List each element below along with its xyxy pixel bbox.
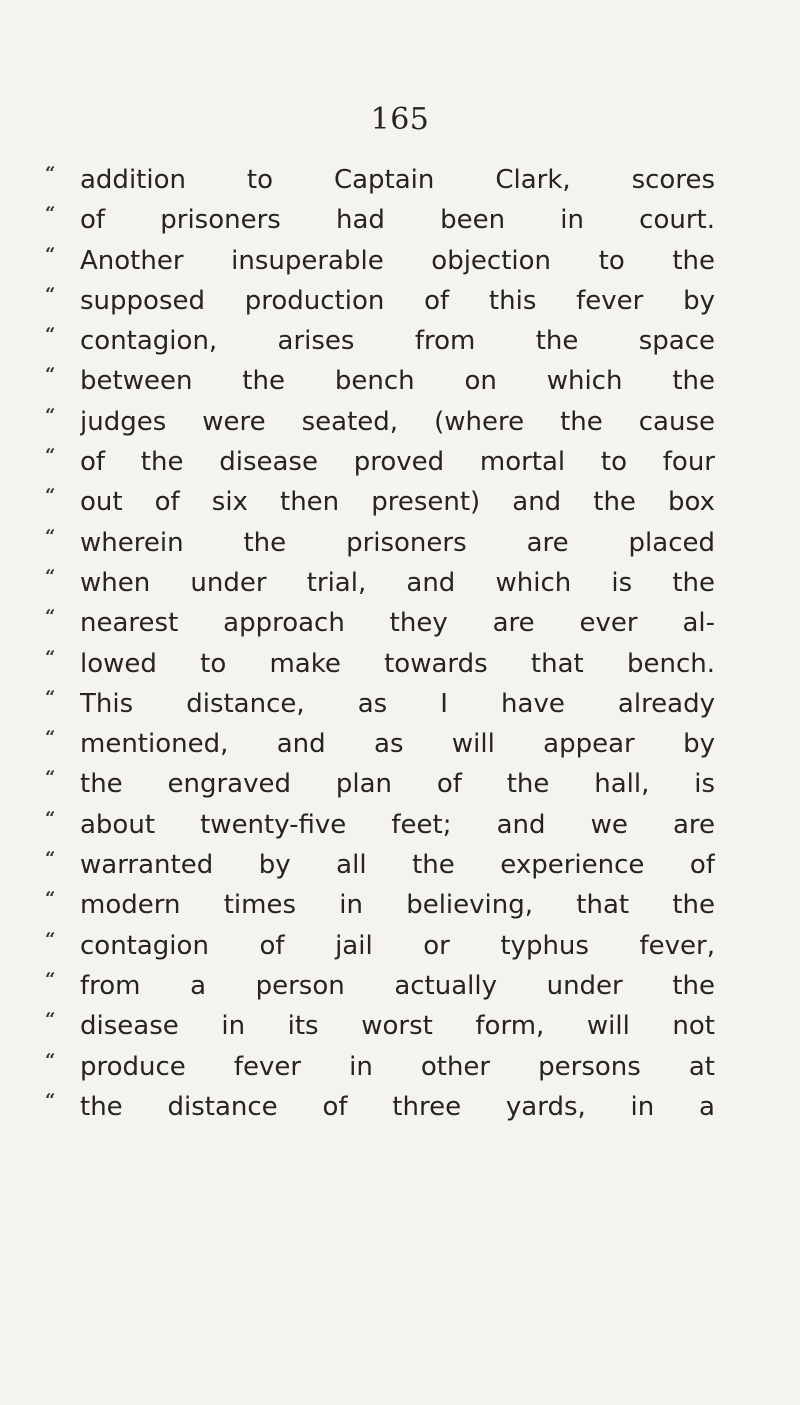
opening-quote-mark: “ — [45, 686, 56, 708]
line-text: produce fever in other persons at — [80, 1051, 715, 1082]
opening-quote-mark: “ — [45, 243, 56, 265]
opening-quote-mark: “ — [45, 848, 56, 870]
text-line — [45, 482, 715, 522]
text-line — [45, 885, 715, 925]
line-text: out of six then present) and the box — [80, 487, 715, 518]
text-line — [45, 160, 715, 200]
text-line — [45, 845, 715, 885]
opening-quote-mark: “ — [45, 1009, 56, 1031]
text-line — [45, 523, 715, 563]
line-text: mentioned, and as will appear by — [80, 729, 715, 760]
opening-quote-mark: “ — [45, 324, 56, 346]
opening-quote-mark: “ — [45, 283, 56, 305]
text-line — [45, 684, 715, 724]
line-text: from a person actually under the — [80, 970, 715, 1001]
text-line — [45, 926, 715, 966]
line-text: wherein the prisoners are placed — [80, 527, 715, 558]
line-text: disease in its worst form, will not — [80, 1011, 715, 1042]
opening-quote-mark: “ — [45, 727, 56, 749]
body-text — [45, 160, 715, 1127]
text-line — [45, 563, 715, 603]
text-line — [45, 1047, 715, 1087]
text-line — [45, 402, 715, 442]
text-line — [45, 805, 715, 845]
line-text: contagion of jail or typhus fever, — [80, 930, 715, 961]
line-text: the distance of three yards, in a — [80, 1091, 715, 1122]
text-line — [45, 321, 715, 361]
line-text: about twenty-five feet; and we are — [80, 809, 715, 840]
opening-quote-mark: “ — [45, 525, 56, 547]
opening-quote-mark: “ — [45, 364, 56, 386]
line-text: judges were seated, (where the cause — [80, 406, 715, 437]
page-number: 165 — [370, 102, 430, 137]
opening-quote-mark: “ — [45, 807, 56, 829]
text-line — [45, 1006, 715, 1046]
text-line — [45, 1087, 715, 1127]
opening-quote-mark: “ — [45, 646, 56, 668]
line-text: This distance, as I have already — [80, 688, 715, 719]
opening-quote-mark: “ — [45, 203, 56, 225]
line-text: when under trial, and which is the — [80, 567, 715, 598]
line-text: nearest approach they are ever al- — [80, 608, 715, 639]
line-text: warranted by all the experience of — [80, 850, 715, 881]
line-text: of prisoners had been in court. — [80, 205, 715, 236]
text-line — [45, 603, 715, 643]
text-line — [45, 966, 715, 1006]
opening-quote-mark: “ — [45, 968, 56, 990]
text-line — [45, 644, 715, 684]
text-line — [45, 241, 715, 281]
line-text: the engraved plan of the hall, is — [80, 769, 715, 800]
line-text: contagion, arises from the space — [80, 326, 715, 357]
text-line — [45, 724, 715, 764]
text-line — [45, 200, 715, 240]
opening-quote-mark: “ — [45, 485, 56, 507]
line-text: addition to Captain Clark, scores — [80, 165, 715, 195]
line-text: Another insuperable objection to the — [80, 245, 715, 276]
opening-quote-mark: “ — [45, 606, 56, 628]
opening-quote-mark: “ — [45, 445, 56, 467]
line-text: supposed production of this fever by — [80, 285, 715, 316]
opening-quote-mark: “ — [45, 1089, 56, 1111]
line-text: modern times in believing, that the — [80, 890, 715, 921]
opening-quote-mark: “ — [45, 767, 56, 789]
text-line — [45, 361, 715, 401]
text-line — [45, 281, 715, 321]
opening-quote-mark: “ — [45, 565, 56, 587]
opening-quote-mark: “ — [45, 404, 56, 426]
text-line — [45, 764, 715, 804]
line-text: of the disease proved mortal to four — [80, 447, 715, 478]
opening-quote-mark: “ — [45, 928, 56, 950]
line-text: lowed to make towards that bench. — [80, 648, 715, 679]
opening-quote-mark: “ — [45, 163, 56, 184]
opening-quote-mark: “ — [45, 1049, 56, 1071]
line-text: between the bench on which the — [80, 366, 715, 397]
opening-quote-mark: “ — [45, 888, 56, 910]
text-line — [45, 442, 715, 482]
